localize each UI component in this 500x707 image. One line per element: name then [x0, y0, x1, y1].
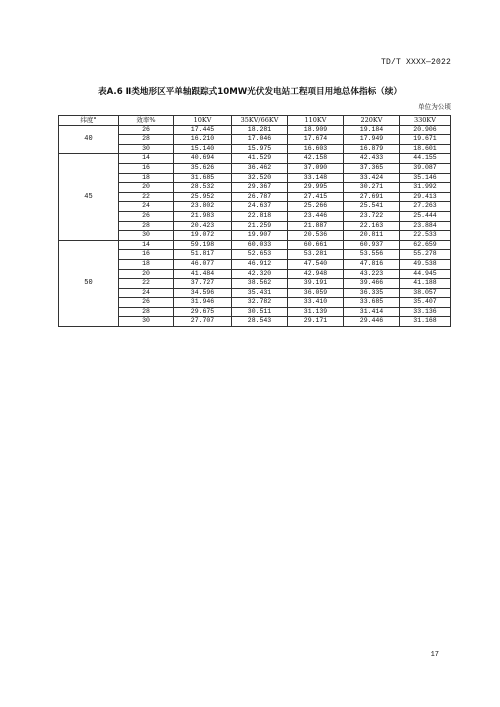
value-cell: 23.446: [288, 211, 344, 221]
value-cell: 32.782: [232, 298, 288, 308]
efficiency-cell: 18: [119, 173, 174, 183]
value-cell: 59.198: [174, 240, 232, 250]
value-cell: 29.367: [232, 183, 288, 193]
value-cell: 17.046: [232, 135, 288, 145]
value-cell: 60.033: [232, 240, 288, 250]
value-cell: 27.691: [344, 192, 400, 202]
efficiency-cell: 24: [119, 288, 174, 298]
header-330kv: 330KV: [400, 116, 451, 126]
efficiency-cell: 20: [119, 183, 174, 193]
value-cell: 20.423: [174, 221, 232, 231]
value-cell: 35.146: [400, 173, 451, 183]
value-cell: 39.466: [344, 279, 400, 289]
value-cell: 15.140: [174, 144, 232, 154]
value-cell: 21.259: [232, 221, 288, 231]
value-cell: 27.707: [174, 317, 232, 327]
value-cell: 28.543: [232, 317, 288, 327]
value-cell: 17.445: [174, 125, 232, 135]
value-cell: 17.949: [344, 135, 400, 145]
value-cell: 53.281: [288, 250, 344, 260]
value-cell: 18.601: [400, 144, 451, 154]
efficiency-cell: 16: [119, 250, 174, 260]
value-cell: 22.533: [400, 231, 451, 241]
header-35kv-66kv: 35KV/66KV: [232, 116, 288, 126]
header-efficiency: 效率%: [119, 116, 174, 126]
value-cell: 18.281: [232, 125, 288, 135]
value-cell: 37.727: [174, 279, 232, 289]
value-cell: 35.431: [232, 288, 288, 298]
value-cell: 43.223: [344, 269, 400, 279]
efficiency-cell: 30: [119, 144, 174, 154]
efficiency-cell: 14: [119, 240, 174, 250]
header-latitude: 纬度°: [59, 116, 119, 126]
value-cell: 29.995: [288, 183, 344, 193]
header-10kv: 10KV: [174, 116, 232, 126]
efficiency-cell: 28: [119, 221, 174, 231]
value-cell: 16.603: [288, 144, 344, 154]
value-cell: 30.271: [344, 183, 400, 193]
value-cell: 31.414: [344, 307, 400, 317]
value-cell: 17.674: [288, 135, 344, 145]
value-cell: 38.562: [232, 279, 288, 289]
value-cell: 19.072: [174, 231, 232, 241]
value-cell: 21.983: [174, 211, 232, 221]
value-cell: 33.136: [400, 307, 451, 317]
value-cell: 44.945: [400, 269, 451, 279]
value-cell: 22.818: [232, 211, 288, 221]
value-cell: 36.335: [344, 288, 400, 298]
table-header-row: [59, 116, 451, 126]
value-cell: 29.413: [400, 192, 451, 202]
value-cell: 29.675: [174, 307, 232, 317]
value-cell: 33.685: [344, 298, 400, 308]
value-cell: 60.937: [344, 240, 400, 250]
value-cell: 23.722: [344, 211, 400, 221]
latitude-cell: 50: [59, 240, 119, 326]
value-cell: 31.685: [174, 173, 232, 183]
unit-note: 单位为公顷: [418, 103, 451, 111]
table-row: [59, 154, 451, 164]
value-cell: 20.536: [288, 231, 344, 241]
value-cell: 42.433: [344, 154, 400, 164]
value-cell: 46.077: [174, 259, 232, 269]
value-cell: 29.446: [344, 317, 400, 327]
value-cell: 34.596: [174, 288, 232, 298]
efficiency-cell: 30: [119, 231, 174, 241]
value-cell: 29.171: [288, 317, 344, 327]
value-cell: 37.090: [288, 163, 344, 173]
value-cell: 37.365: [344, 163, 400, 173]
efficiency-cell: 18: [119, 259, 174, 269]
value-cell: 60.661: [288, 240, 344, 250]
value-cell: 39.087: [400, 163, 451, 173]
value-cell: 21.887: [288, 221, 344, 231]
value-cell: 49.538: [400, 259, 451, 269]
table-row: [59, 240, 451, 250]
efficiency-cell: 26: [119, 125, 174, 135]
table-body: [59, 125, 451, 326]
latitude-cell: 40: [59, 125, 119, 154]
value-cell: 39.191: [288, 279, 344, 289]
efficiency-cell: 26: [119, 211, 174, 221]
value-cell: 53.556: [344, 250, 400, 260]
value-cell: 31.168: [400, 317, 451, 327]
land-use-table: [58, 115, 451, 327]
value-cell: 32.520: [232, 173, 288, 183]
value-cell: 41.188: [400, 279, 451, 289]
efficiency-cell: 28: [119, 135, 174, 145]
value-cell: 47.540: [288, 259, 344, 269]
value-cell: 47.816: [344, 259, 400, 269]
efficiency-cell: 24: [119, 202, 174, 212]
value-cell: 62.659: [400, 240, 451, 250]
value-cell: 27.415: [288, 192, 344, 202]
value-cell: 25.266: [288, 202, 344, 212]
efficiency-cell: 30: [119, 317, 174, 327]
value-cell: 23.884: [400, 221, 451, 231]
value-cell: 52.653: [232, 250, 288, 260]
value-cell: 36.059: [288, 288, 344, 298]
value-cell: 23.802: [174, 202, 232, 212]
value-cell: 41.529: [232, 154, 288, 164]
value-cell: 41.484: [174, 269, 232, 279]
value-cell: 25.444: [400, 211, 451, 221]
value-cell: 20.811: [344, 231, 400, 241]
value-cell: 19.671: [400, 135, 451, 145]
efficiency-cell: 26: [119, 298, 174, 308]
efficiency-cell: 22: [119, 279, 174, 289]
value-cell: 18.909: [288, 125, 344, 135]
value-cell: 31.946: [174, 298, 232, 308]
value-cell: 31.139: [288, 307, 344, 317]
value-cell: 35.407: [400, 298, 451, 308]
page-number: 17: [430, 651, 439, 659]
efficiency-cell: 20: [119, 269, 174, 279]
value-cell: 16.879: [344, 144, 400, 154]
value-cell: 36.462: [232, 163, 288, 173]
value-cell: 19.907: [232, 231, 288, 241]
value-cell: 33.148: [288, 173, 344, 183]
value-cell: 26.787: [232, 192, 288, 202]
value-cell: 25.952: [174, 192, 232, 202]
value-cell: 46.912: [232, 259, 288, 269]
value-cell: 40.694: [174, 154, 232, 164]
value-cell: 15.975: [232, 144, 288, 154]
value-cell: 19.184: [344, 125, 400, 135]
table-row: [59, 125, 451, 135]
value-cell: 42.948: [288, 269, 344, 279]
efficiency-cell: 16: [119, 163, 174, 173]
value-cell: 27.263: [400, 202, 451, 212]
value-cell: 20.906: [400, 125, 451, 135]
efficiency-cell: 28: [119, 307, 174, 317]
header-code: TD/T XXXX—2022: [380, 58, 451, 67]
value-cell: 30.511: [232, 307, 288, 317]
efficiency-cell: 22: [119, 192, 174, 202]
value-cell: 16.210: [174, 135, 232, 145]
value-cell: 42.158: [288, 154, 344, 164]
header-220kv: 220KV: [344, 116, 400, 126]
value-cell: 28.532: [174, 183, 232, 193]
value-cell: 33.410: [288, 298, 344, 308]
value-cell: 24.637: [232, 202, 288, 212]
value-cell: 22.163: [344, 221, 400, 231]
value-cell: 35.626: [174, 163, 232, 173]
value-cell: 33.424: [344, 173, 400, 183]
header-110kv: 110KV: [288, 116, 344, 126]
efficiency-cell: 14: [119, 154, 174, 164]
value-cell: 44.155: [400, 154, 451, 164]
value-cell: 31.992: [400, 183, 451, 193]
latitude-cell: 45: [59, 154, 119, 240]
value-cell: 38.057: [400, 288, 451, 298]
value-cell: 51.817: [174, 250, 232, 260]
value-cell: 25.541: [344, 202, 400, 212]
page-title: 表A.6 Ⅱ类地形区平单轴跟踪式10MW光伏发电站工程项目用地总体指标（续）: [98, 87, 402, 97]
value-cell: 55.278: [400, 250, 451, 260]
value-cell: 42.320: [232, 269, 288, 279]
